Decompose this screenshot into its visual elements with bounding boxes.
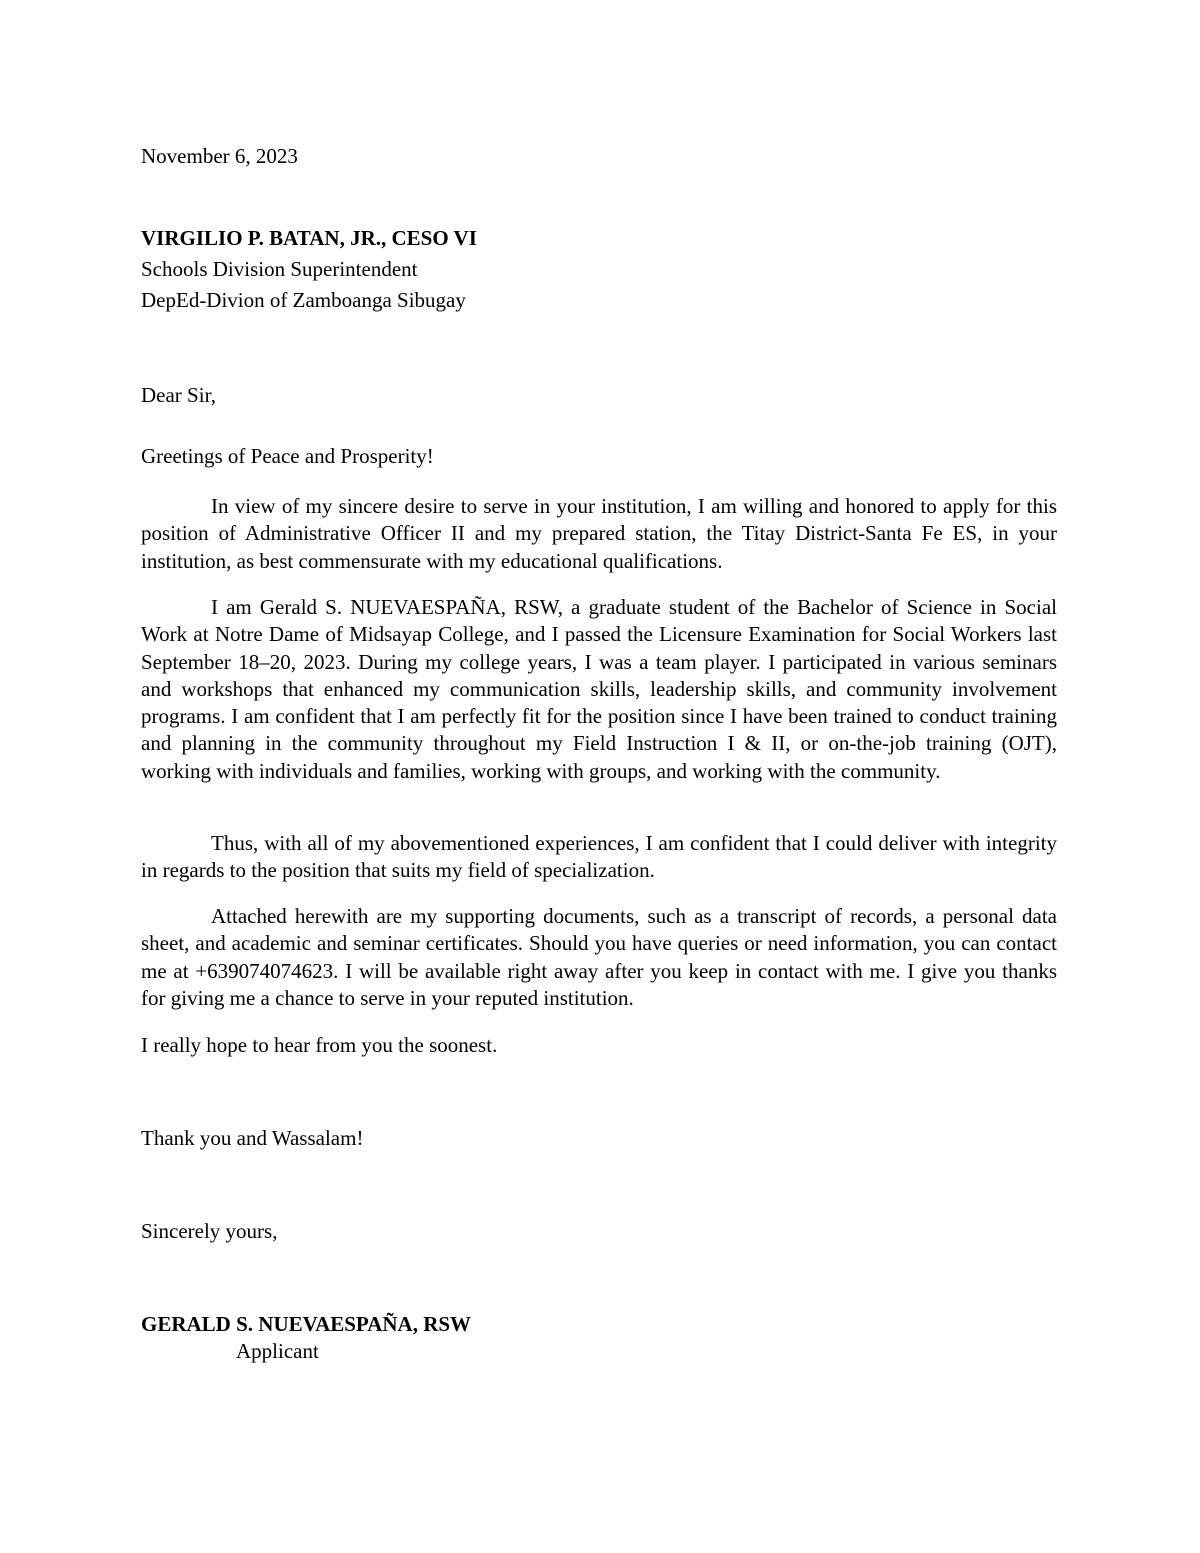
body-paragraph-4: Attached herewith are my supporting documents, such as a transcript of records, a personal data sheet, and academic and seminar certificates. Should you have queries or need information, you can contact me at +639074074623. I will be available right away after you keep in contact with me. I give you thanks for giving me a chance to serve in your reputed institution. (141, 904, 1057, 1010)
body-paragraph-3: Thus, with all of my abovementioned experiences, I am confident that I could deliver with integrity in regards to the position that suits my field of specialization. (141, 831, 1057, 883)
body-paragraph-2: I am Gerald S. NUEVAESPAÑA, RSW, a graduate student of the Bachelor of Science in Social Work at Notre Dame of Midsayap College, and I passed the Licensure Examination for Social Workers last September 18–20, 2023. During my college years, I was a team player. I participated in various seminars and workshops that enhanced my communication skills, leadership skills, and community involvement programs. I am confident that I am perfectly fit for the position since I have been trained to conduct training and planning in the community throughout my Field Instruction I & II, or on-the-job training (OJT), working with individuals and families, working with groups, and working with the community. (141, 595, 1057, 783)
signatory-name: GERALD S. NUEVAESPAÑA, RSW (141, 1312, 472, 1336)
recipient-office: DepEd-Divion of Zamboanga Sibugay (141, 288, 466, 312)
thanks-line: Thank you and Wassalam! (141, 1126, 364, 1150)
recipient-title: Schools Division Superintendent (141, 257, 418, 281)
letter-date: November 6, 2023 (141, 144, 298, 168)
hope-line: I really hope to hear from you the soonest. (141, 1033, 498, 1057)
salutation: Dear Sir, (141, 383, 216, 407)
recipient-name: VIRGILIO P. BATAN, JR., CESO VI (141, 226, 477, 250)
greeting: Greetings of Peace and Prosperity! (141, 444, 434, 468)
closing: Sincerely yours, (141, 1219, 278, 1243)
signatory-title: Applicant (236, 1339, 319, 1363)
body-paragraph-1: In view of my sincere desire to serve in your institution, I am willing and honored to apply for this position of Administrative Officer II and my prepared station, the Titay District-Santa Fe ES, in your institution, as best commensurate with my educational qualifications. (141, 494, 1057, 573)
